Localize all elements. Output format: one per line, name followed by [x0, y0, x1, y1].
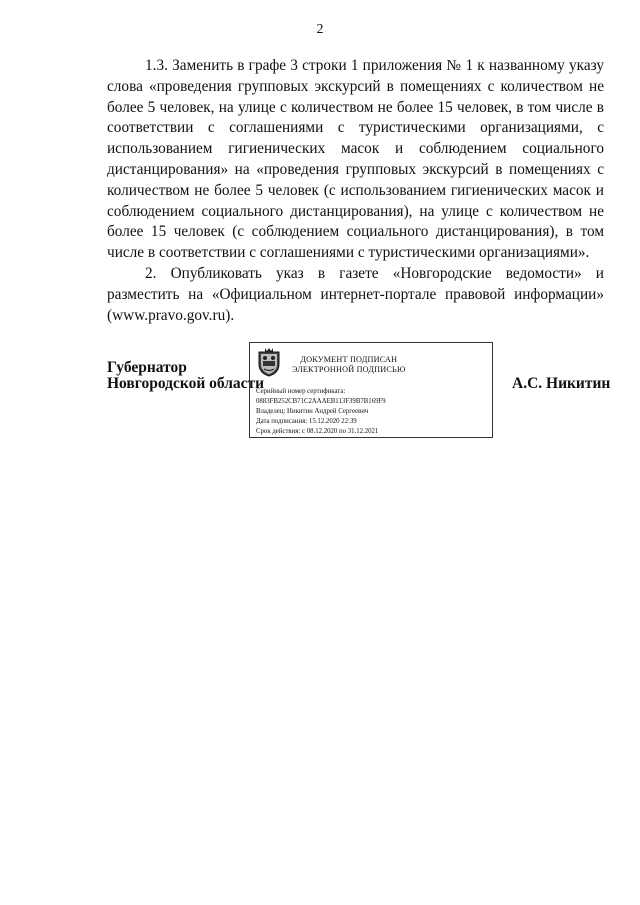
paragraph-1-3: 1.3. Заменить в графе 3 строки 1 приложения № 1 к названному указу слова «проведения групповых экскурсий в помещениях с количеством не более 5 человек, на улице с количеством не более 15 человек, в том числе в соответствии с соглашениями с туристическими организациями, с использованием гигиенических масок и соблюдением социального дистанцирования» на «проведения групповых экскурсий в помещениях с количеством не более 5 человек (с использованием гигиенических масок и соблюдением социального дистанцирования), на улице с количеством не более 15 человек (с соблюдением социального дистанцирования), в том числе в соответствии с соглашениями с туристическими организациями». [107, 57, 604, 262]
certificate-serial-label: Серийный номер сертификата: [256, 388, 346, 395]
stamp-title-line-1: ДОКУМЕНТ ПОДПИСАН [300, 355, 398, 364]
electronic-signature-stamp [249, 342, 493, 438]
page-number: 2 [316, 22, 324, 37]
stamp-title-line-2: ЭЛЕКТРОННОЙ ПОДПИСЬЮ [292, 365, 406, 374]
signer-name: А.С. Никитин [512, 375, 611, 392]
certificate-serial-value: 0883FB252CB71C2AAAEB113F39B7B169F9 [256, 398, 386, 405]
novgorod-coat-of-arms-icon [256, 347, 282, 377]
signer-position [107, 360, 264, 392]
signing-date: Дата подписания: 15.12.2020 22:39 [256, 418, 357, 425]
signer-position-line-2: Новгородской области [107, 375, 265, 392]
certificate-owner: Владелец: Никитин Андрей Сергеевич [256, 408, 369, 415]
signer-position-line-1: Губернатор [107, 359, 187, 376]
signature-block [0, 338, 640, 448]
stamp-header [256, 347, 486, 387]
certificate-validity: Срок действия: с 08.12.2020 по 31.12.2021 [256, 428, 379, 435]
paragraph-2: 2. Опубликовать указ в газете «Новгородские ведомости» и разместить на «Официальном интернет-портале правовой информации» (www.pravo.gov.ru). [107, 264, 604, 324]
document-body [107, 56, 604, 326]
stamp-title [292, 355, 406, 375]
